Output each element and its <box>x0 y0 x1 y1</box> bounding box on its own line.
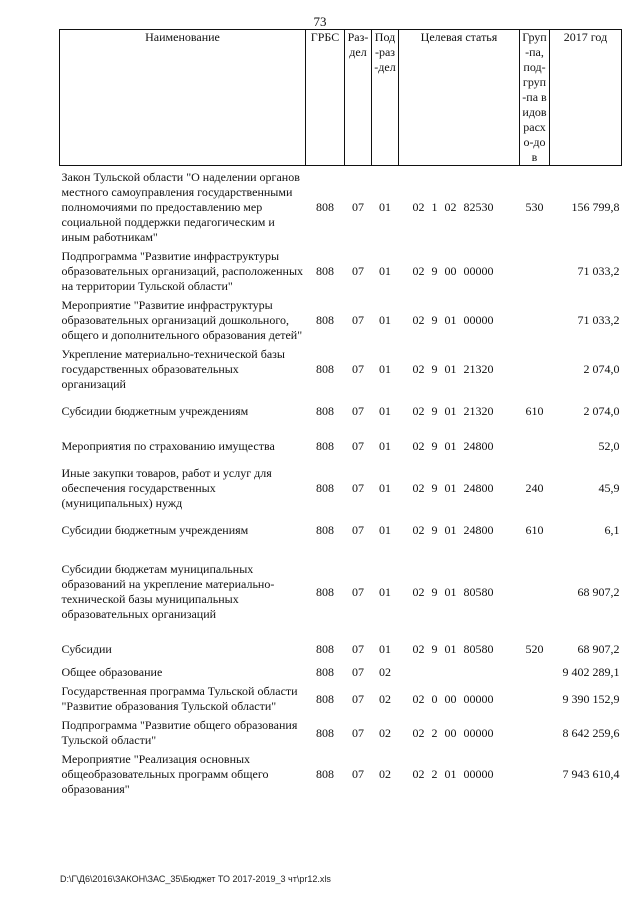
row-podrazdel: 01 <box>379 264 391 278</box>
row-podrazdel: 01 <box>379 439 391 453</box>
row-sum: 7 943 610,4 <box>562 767 620 781</box>
row-name: Государственная программа Тульской области "Развитие образования Тульской области" <box>61 684 298 713</box>
table-row <box>60 247 622 296</box>
row-sum: 71 033,2 <box>577 264 620 278</box>
row-vid-rashodov: 610 <box>525 404 544 418</box>
row-name: Иные закупки товаров, работ и услуг для обеспечения государственных (муниципальных) нужд <box>61 466 272 510</box>
row-vid-rashodov <box>520 296 550 345</box>
row-grbs: 808 <box>316 725 334 740</box>
row-celevaya-statya: 02 9 01 24800 <box>412 439 494 453</box>
row-celevaya-statya: 02 9 01 00000 <box>412 313 494 327</box>
row-grbs: 808 <box>316 665 334 679</box>
row-sum: 2 074,0 <box>583 362 620 376</box>
row-podrazdel: 01 <box>379 584 391 599</box>
row-vid-rashodov: 610 <box>525 523 544 537</box>
row-razdel: 07 <box>352 362 364 376</box>
table-row <box>60 750 622 799</box>
row-razdel: 07 <box>352 200 364 214</box>
row-vid-rashodov <box>520 345 550 394</box>
row-name: Мероприятие "Развитие инфраструктуры образовательных организаций дошкольного, общего и дополнительного образования детей" <box>61 298 303 342</box>
row-name: Общее образование <box>61 665 163 679</box>
row-sum: 71 033,2 <box>577 313 620 327</box>
row-podrazdel: 01 <box>379 642 391 656</box>
row-sum: 9 390 152,9 <box>562 691 620 706</box>
row-vid-rashodov <box>520 682 550 716</box>
row-celevaya-statya: 02 0 00 00000 <box>412 691 494 706</box>
row-vid-rashodov <box>520 548 550 636</box>
row-sum: 2 074,0 <box>583 404 620 418</box>
row-name: Субсидии <box>61 642 112 656</box>
file-path-footer: D:\Г\Д6\2016\ЗАКОН\ЗАС_35\Бюджет ТО 2017-2019_3 чт\pr12.xls <box>60 874 331 884</box>
header-name: Наименование <box>60 30 306 166</box>
row-vid-rashodov <box>520 429 550 464</box>
row-podrazdel: 02 <box>379 691 391 706</box>
row-sum: 52,0 <box>598 439 620 453</box>
table-row <box>60 716 622 750</box>
row-celevaya-statya: 02 9 01 24800 <box>412 523 494 537</box>
row-podrazdel: 01 <box>379 313 391 327</box>
row-celevaya-statya: 02 9 00 00000 <box>412 264 494 278</box>
row-grbs: 808 <box>316 362 334 376</box>
row-sum: 9 402 289,1 <box>562 665 620 679</box>
table-row <box>60 464 622 513</box>
page-number: 73 <box>313 14 327 29</box>
row-grbs: 808 <box>316 439 334 453</box>
row-name: Подпрограмма "Развитие общего образования Тульской области" <box>61 718 298 747</box>
row-sum: 68 907,2 <box>577 642 620 656</box>
header-grbs: ГРБС <box>306 30 345 166</box>
row-name: Мероприятия по страхованию имущества <box>61 439 275 453</box>
row-razdel: 07 <box>352 725 364 740</box>
row-razdel: 07 <box>352 313 364 327</box>
row-podrazdel: 01 <box>379 481 391 495</box>
row-razdel: 07 <box>352 767 364 781</box>
row-razdel: 07 <box>352 481 364 495</box>
row-grbs: 808 <box>316 523 334 537</box>
row-razdel: 07 <box>352 584 364 599</box>
row-vid-rashodov <box>520 247 550 296</box>
header-vid-rashodov: Груп-па, под-груп-па видов расхо-дов <box>520 30 550 166</box>
row-podrazdel: 02 <box>379 767 391 781</box>
row-celevaya-statya: 02 9 01 80580 <box>412 584 494 599</box>
table-row <box>60 345 622 394</box>
row-razdel: 07 <box>352 665 364 679</box>
row-celevaya-statya: 02 1 02 82530 <box>412 200 494 214</box>
row-razdel: 07 <box>352 642 364 656</box>
row-celevaya-statya: 02 9 01 21320 <box>412 404 494 418</box>
row-vid-rashodov: 530 <box>525 200 544 214</box>
table-row <box>60 394 622 429</box>
row-celevaya-statya: 02 9 01 21320 <box>412 362 494 376</box>
row-podrazdel: 01 <box>379 523 391 537</box>
table-row <box>60 166 622 248</box>
row-vid-rashodov: 240 <box>525 481 544 495</box>
row-celevaya-statya <box>399 663 520 682</box>
row-name: Укрепление материально-технической базы государственных образовательных организаций <box>61 347 285 391</box>
row-podrazdel: 01 <box>379 362 391 376</box>
row-sum: 68 907,2 <box>577 584 620 599</box>
table-row <box>60 682 622 716</box>
row-grbs: 808 <box>316 313 334 327</box>
table-row <box>60 636 622 663</box>
row-razdel: 07 <box>352 404 364 418</box>
header-podrazdel: Под-раз-дел <box>372 30 399 166</box>
row-name: Субсидии бюджетным учреждениям <box>61 404 249 418</box>
row-celevaya-statya: 02 9 01 80580 <box>412 642 494 656</box>
table-header-row <box>60 30 622 166</box>
row-grbs: 808 <box>316 264 334 278</box>
row-sum: 6,1 <box>604 523 620 537</box>
row-name: Подпрограмма "Развитие инфраструктуры образовательных организаций, расположенных на территории Тульской области" <box>61 249 304 293</box>
header-sum-2017: 2017 год <box>550 30 622 166</box>
row-razdel: 07 <box>352 439 364 453</box>
row-grbs: 808 <box>316 767 334 781</box>
table-row <box>60 548 622 636</box>
row-name: Субсидии бюджетным учреждениям <box>61 523 249 537</box>
row-podrazdel: 01 <box>379 200 391 214</box>
header-razdel: Раз-дел <box>345 30 372 166</box>
row-sum: 45,9 <box>598 481 620 495</box>
row-grbs: 808 <box>316 584 334 599</box>
row-grbs: 808 <box>316 691 334 706</box>
row-name: Субсидии бюджетам муниципальных образований на укрепление материально-технической базы муниципальных образовательных организаций <box>61 562 275 621</box>
row-razdel: 07 <box>352 691 364 706</box>
row-name: Мероприятие "Реализация основных общеобразовательных программ общего образования" <box>61 752 269 796</box>
row-grbs: 808 <box>316 642 334 656</box>
row-sum: 8 642 259,6 <box>562 725 620 740</box>
row-grbs: 808 <box>316 200 334 214</box>
row-vid-rashodov: 520 <box>525 642 544 656</box>
budget-table <box>59 29 622 799</box>
row-podrazdel: 02 <box>379 725 391 740</box>
row-celevaya-statya: 02 2 01 00000 <box>412 767 494 781</box>
row-vid-rashodov <box>520 663 550 682</box>
row-celevaya-statya: 02 2 00 00000 <box>412 725 494 740</box>
row-grbs: 808 <box>316 481 334 495</box>
row-celevaya-statya: 02 9 01 24800 <box>412 481 494 495</box>
row-podrazdel: 01 <box>379 404 391 418</box>
table-row <box>60 429 622 464</box>
header-celevaya-statya: Целевая статья <box>399 30 520 166</box>
row-name: Закон Тульской области "О наделении органов местного самоуправления государственными полномочиями по предоставлению мер социальной поддержки педагогическим и иным работникам" <box>61 170 300 244</box>
table-row <box>60 663 622 682</box>
table-row <box>60 296 622 345</box>
row-razdel: 07 <box>352 523 364 537</box>
row-vid-rashodov <box>520 750 550 799</box>
row-grbs: 808 <box>316 404 334 418</box>
row-sum: 156 799,8 <box>571 200 620 214</box>
row-vid-rashodov <box>520 716 550 750</box>
row-podrazdel: 02 <box>379 665 391 679</box>
table-row <box>60 513 622 548</box>
row-razdel: 07 <box>352 264 364 278</box>
